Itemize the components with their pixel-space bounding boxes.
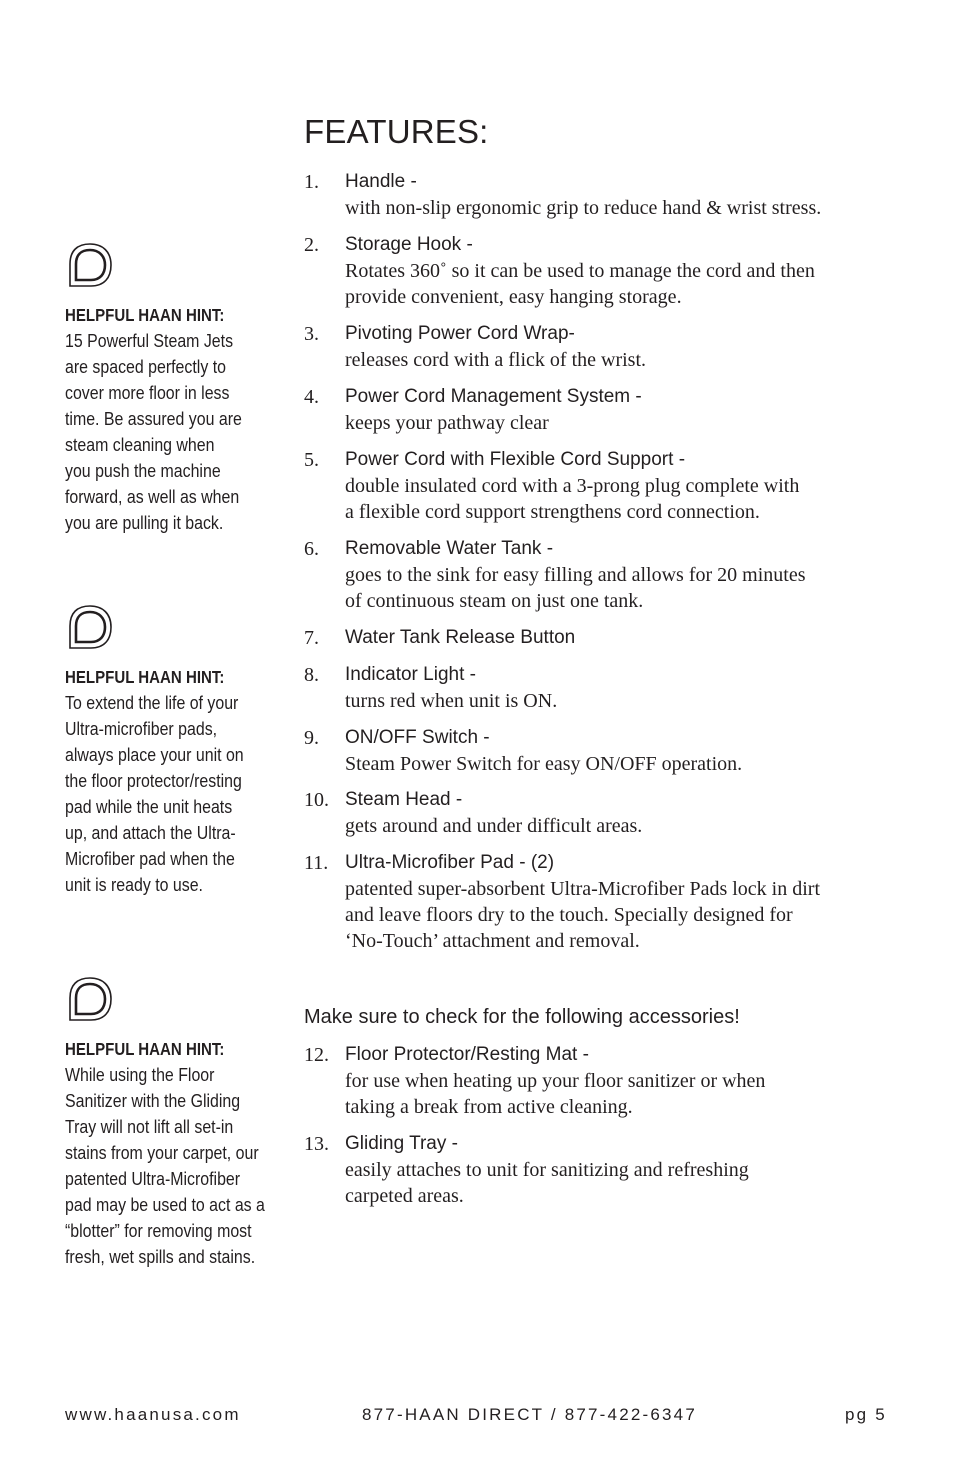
feature-description-line: patented super-absorbent Ultra-Microfiber Pads lock in dirt <box>345 878 821 900</box>
feature-description <box>345 751 742 777</box>
haan-logo-icon <box>67 242 113 288</box>
hint-text <box>65 328 259 536</box>
feature-name: Water Tank Release Button <box>345 627 576 648</box>
feature-number: 10. <box>304 789 329 811</box>
feature-description-line: keeps your pathway clear <box>345 412 549 434</box>
feature-number: 9. <box>304 727 319 749</box>
feature-name: Steam Head - <box>345 789 463 810</box>
feature-description-line: turns red when unit is ON. <box>345 690 558 712</box>
hint-line: 15 Powerful Steam Jets <box>65 330 234 351</box>
hint-line: fresh, wet spills and stains. <box>65 1246 256 1267</box>
feature-description-line: double insulated cord with a 3-prong plug complete with <box>345 475 800 497</box>
feature-number: 7. <box>304 627 319 649</box>
hint-line: you push the machine <box>65 460 221 481</box>
footer-phone: 877-HAAN DIRECT / 877-422-6347 <box>362 1405 697 1424</box>
feature-name: Power Cord Management System - <box>345 386 642 407</box>
hint-title: HELPFUL HAAN HINT: <box>65 305 225 325</box>
hint-line: To extend the life of your <box>65 692 239 713</box>
hint-line: pad may be used to act as a <box>65 1194 265 1215</box>
feature-description <box>345 813 642 839</box>
hint-line: Sanitizer with the Gliding <box>65 1090 241 1111</box>
feature-description <box>345 688 557 714</box>
hint-line: pad while the unit heats <box>65 796 233 817</box>
hint-line: up, and attach the Ultra- <box>65 822 236 843</box>
hint-line: stains from your carpet, our <box>65 1142 259 1163</box>
hint-line: “blotter” for removing most <box>65 1220 252 1241</box>
feature-description-line: gets around and under difficult areas. <box>345 815 643 837</box>
feature-description-line: goes to the sink for easy filling and allows for 20 minutes <box>345 564 806 586</box>
hint-line: While using the Floor <box>65 1064 215 1085</box>
hint-title: HELPFUL HAAN HINT: <box>65 1039 225 1059</box>
feature-name: Ultra-Microfiber Pad - (2) <box>345 852 555 873</box>
feature-number: 5. <box>304 449 319 471</box>
haan-logo-icon <box>67 604 113 650</box>
accessory-description <box>345 1157 749 1209</box>
hint-line: are spaced perfectly to <box>65 356 226 377</box>
feature-description-line: Rotates 360˚ so it can be used to manage the cord and then <box>345 260 815 282</box>
hint-line: steam cleaning when <box>65 434 215 455</box>
hint-line: Ultra-microfiber pads, <box>65 718 218 739</box>
hint-3 <box>65 976 290 1270</box>
feature-number: 6. <box>304 538 319 560</box>
accessory-description-line: for use when heating up your floor sanitizer or when <box>345 1070 766 1092</box>
feature-description <box>345 876 820 954</box>
feature-description-line: of continuous steam on just one tank. <box>345 590 644 612</box>
hint-line: Tray will not lift all set-in <box>65 1116 234 1137</box>
feature-number: 11. <box>304 852 329 874</box>
feature-number: 1. <box>304 171 319 193</box>
feature-description-line: provide convenient, easy hanging storage. <box>345 286 682 308</box>
feature-number: 2. <box>304 234 319 256</box>
feature-number: 3. <box>304 323 319 345</box>
feature-description <box>345 347 646 373</box>
footer-website[interactable]: www.haanusa.com <box>65 1405 241 1424</box>
feature-number: 8. <box>304 664 319 686</box>
footer-page-number: pg 5 <box>845 1405 887 1424</box>
hint-line: always place your unit on <box>65 744 244 765</box>
accessory-name: Gliding Tray - <box>345 1133 458 1154</box>
hint-text <box>65 1062 265 1270</box>
hint-1 <box>65 242 290 536</box>
haan-logo-icon <box>67 976 113 1022</box>
accessory-description-line: easily attaches to unit for sanitizing and refreshing <box>345 1159 749 1181</box>
hint-line: the floor protector/resting <box>65 770 242 791</box>
feature-description-line: Steam Power Switch for easy ON/OFF operation. <box>345 753 743 775</box>
feature-description-line: a flexible cord support strengthens cord connection. <box>345 501 760 523</box>
feature-name: Pivoting Power Cord Wrap- <box>345 323 575 344</box>
feature-description <box>345 195 821 221</box>
feature-description <box>345 473 799 525</box>
feature-name: Handle - <box>345 171 417 192</box>
feature-description-line: with non-slip ergonomic grip to reduce hand & wrist stress. <box>345 197 822 219</box>
hint-line: time. Be assured you are <box>65 408 242 429</box>
hint-line: forward, as well as when <box>65 486 240 507</box>
feature-number: 4. <box>304 386 319 408</box>
hint-line: you are pulling it back. <box>65 512 224 533</box>
feature-description <box>345 562 805 614</box>
feature-description <box>345 258 815 310</box>
feature-description <box>345 410 549 436</box>
hint-line: Microfiber pad when the <box>65 848 235 869</box>
accessories-heading: Make sure to check for the following accessories! <box>304 1006 740 1028</box>
feature-name: Storage Hook - <box>345 234 473 255</box>
hint-title: HELPFUL HAAN HINT: <box>65 667 225 687</box>
hint-line: cover more floor in less <box>65 382 230 403</box>
feature-name: Power Cord with Flexible Cord Support - <box>345 449 686 470</box>
accessory-number: 12. <box>304 1044 329 1066</box>
page-title: FEATURES: <box>304 113 489 150</box>
feature-name: Removable Water Tank - <box>345 538 554 559</box>
hint-text <box>65 690 259 898</box>
feature-description-line: releases cord with a flick of the wrist. <box>345 349 647 371</box>
feature-name: Indicator Light - <box>345 664 476 685</box>
accessory-description-line: carpeted areas. <box>345 1185 464 1207</box>
hint-line: unit is ready to use. <box>65 874 203 895</box>
accessory-name: Floor Protector/Resting Mat - <box>345 1044 589 1065</box>
accessory-description <box>345 1068 765 1120</box>
hint-line: patented Ultra-Microfiber <box>65 1168 241 1189</box>
feature-name: ON/OFF Switch - <box>345 727 490 748</box>
feature-description-line: ‘No-Touch’ attachment and removal. <box>345 930 640 952</box>
accessory-description-line: taking a break from active cleaning. <box>345 1096 633 1118</box>
feature-description-line: and leave floors dry to the touch. Specially designed for <box>345 904 793 926</box>
accessory-number: 13. <box>304 1133 329 1155</box>
hint-2 <box>65 604 290 898</box>
